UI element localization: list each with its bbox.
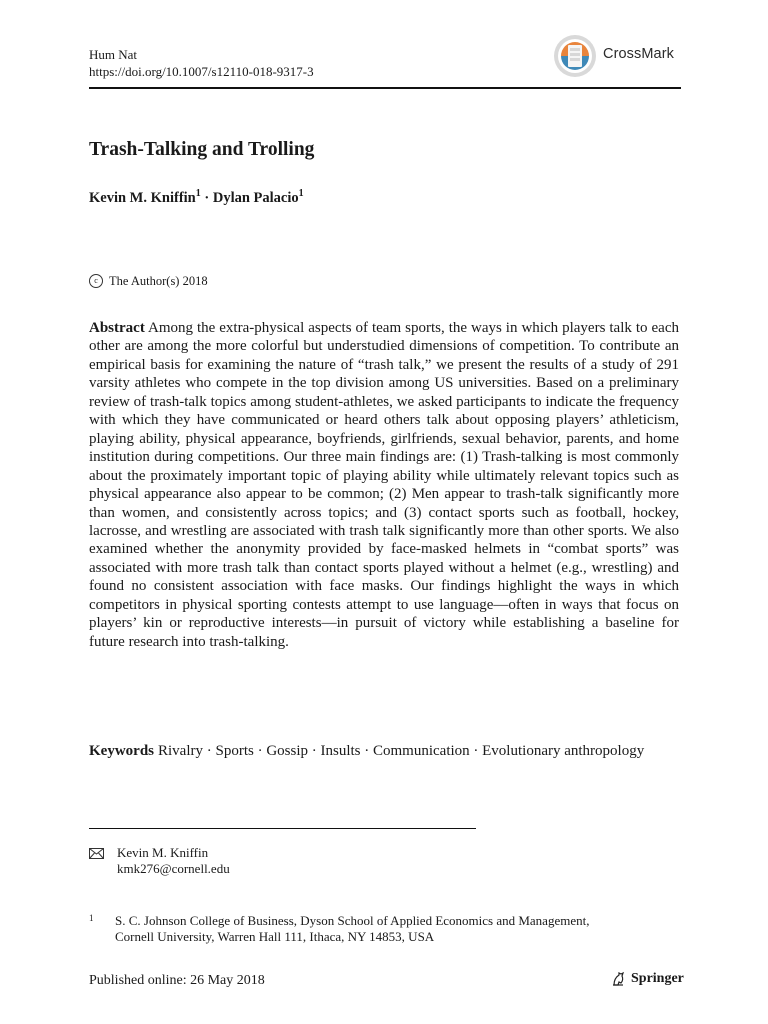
- springer-logo: [611, 971, 684, 987]
- envelope-icon: [89, 848, 104, 859]
- abstract: [89, 319, 679, 651]
- crossmark-label: CrossMark: [603, 46, 674, 62]
- copyright-text: The Author(s) 2018: [109, 274, 208, 288]
- footnote-rule: [89, 828, 476, 829]
- journal-name: Hum Nat: [89, 47, 138, 62]
- keywords: [89, 742, 679, 761]
- article-title: Trash-Talking and Trolling: [89, 139, 315, 160]
- header-rule: [89, 87, 681, 89]
- affiliation: [89, 913, 679, 945]
- keywords-list: Rivalry · Sports · Gossip · Insults · Communication · Evolutionary anthropology: [158, 743, 645, 759]
- keywords-heading: Keywords: [89, 743, 154, 759]
- copyright-notice: [89, 273, 208, 289]
- affiliation-marker: 1: [195, 188, 201, 199]
- springer-horse-icon: [611, 971, 627, 987]
- copyright-icon: c: [89, 274, 103, 288]
- affiliation-line: S. C. Johnson College of Business, Dyson School of Applied Economics and Management,: [115, 913, 590, 928]
- publisher-name: Springer: [631, 971, 684, 986]
- author-name[interactable]: Dylan Palacio: [212, 190, 299, 206]
- crossmark-icon: [553, 34, 597, 78]
- author-name[interactable]: Kevin M. Kniffin: [89, 190, 196, 206]
- affiliation-marker: 1: [298, 188, 304, 199]
- corresponding-name: Kevin M. Kniffin: [117, 845, 209, 860]
- corresponding-email[interactable]: kmk276@cornell.edu: [117, 861, 230, 876]
- affiliation-number: 1: [89, 913, 94, 923]
- crossmark-badge[interactable]: [553, 32, 681, 78]
- doi-link[interactable]: https://doi.org/10.1007/s12110-018-9317-3: [89, 64, 314, 79]
- affiliation-line: Cornell University, Warren Hall 111, Ithaca, NY 14853, USA: [115, 929, 435, 944]
- author-list: [89, 184, 304, 208]
- abstract-heading: Abstract: [89, 320, 145, 336]
- abstract-text: Among the extra-physical aspects of team sports, the ways in which players talk to each other are among the more colorful but understudied dimensions of competition. To contribute an empirical basis for examining the nature of “trash talk,” we present the results of a study of 291 varsity athletes who compete in the top division among US universities. Based on a preliminary review of trash-talk topics among student-athletes, we asked participants to indicate the frequency with which they have communicated or heard others talk about opposing players’ athleticism, playing ability, physical appearance, boyfriends, girlfriends, sexual behavior, parents, and home institution during competitions. Our three main findings are: (1) Trash-talking is most commonly about the proximately important topic of playing ability while ultimately relevant topics such as physical appearance also appear to be common; (2) Men appear to trash-talk significantly more than women, and consistently across topics; and (3) contact sports such as football, hockey, lacrosse, and wrestling are associated with trash talk significantly more than other sports. We also examined whether the anonymity provided by face-masked helmets in “combat sports” was associated with more trash talk than contact sports played without a helmet (e.g., wrestling) and found no consistent association with face masks. Our findings highlight the ways in which competitors in physical sporting contests attempt to use language—often in ways that focus on players’ kin or reproductive interests—in pursuit of victory while establishing a baseline for future research into trash-talking.: [89, 320, 679, 650]
- published-date: Published online: 26 May 2018: [89, 973, 265, 988]
- author-separator: ·: [200, 190, 213, 206]
- corresponding-author: [89, 845, 230, 877]
